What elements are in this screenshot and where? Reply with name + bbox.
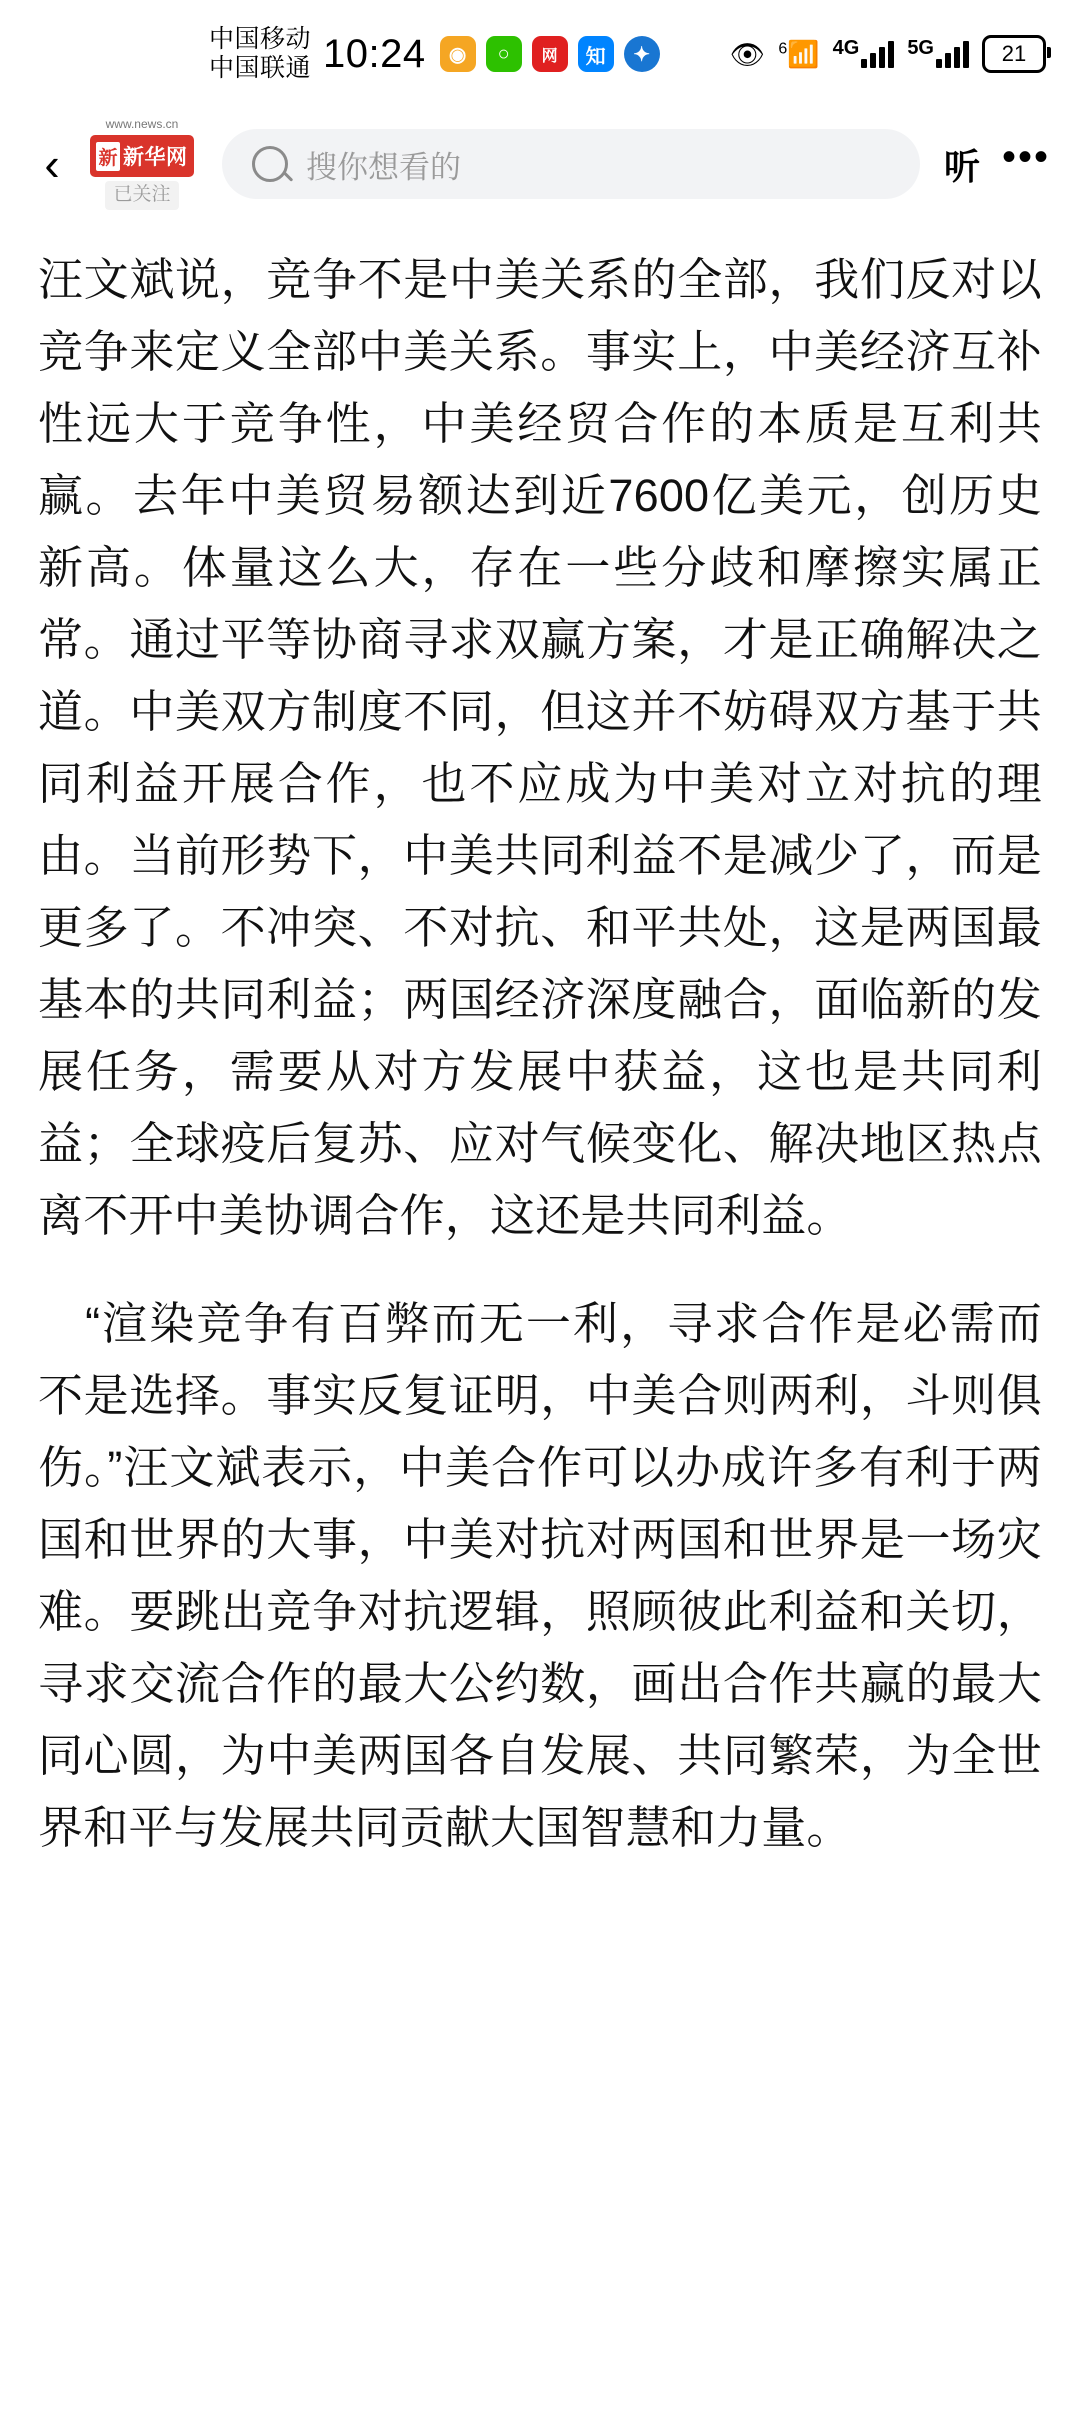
zhihu-icon: 知 — [578, 36, 614, 72]
battery-indicator: 21 — [982, 35, 1046, 73]
status-clock: 10:24 — [323, 31, 426, 76]
status-app-icons — [440, 36, 660, 72]
brand-name-label: 新华网 — [123, 146, 188, 170]
article-paragraph: “渲染竞争有百弊而无一利，寻求合作是必需而不是选择。事实反复证明，中美合则两利，斗则俱伤。”汪文斌表示，中美合作可以办成许多有利于两国和世界的大事，中美对抗对两国和世界是一场灾难。要跳出竞争对抗逻辑，照顾彼此利益和关切，寻求交流合作的最大公约数，画出合作共赢的最大同心圆，为中美两国各自发展、共同繁荣，为全世界和平与发展共同贡献大国智慧和力量。 — [38, 1298, 1042, 1853]
xinhua-logo-icon: 新 新华网 — [90, 135, 194, 177]
article-paragraph: 汪文斌说，竞争不是中美关系的全部，我们反对以竞争来定义全部中美关系。事实上，中美经济互补性远大于竞争性，中美经贸合作的本质是互利共赢。去年中美贸易额达到近7600亿美元，创历史新高。体量这么大，存在一些分歧和摩擦实属正常。通过平等协商寻求双赢方案，才是正确解决之道。中美双方制度不同，但这并不妨碍双方基于共同利益开展合作，也不应成为中美对立对抗的理由。当前形势下，中美共同利益不是减少了，而是更多了。不冲突、不对抗、和平共处，这是两国最基本的共同利益；两国经济深度融合，面临新的发展任务，需要从对方发展中获益，这也是共同利益；全球疫后复苏、应对气候变化、解决地区热点离不开中美协调合作，这还是共同利益。 — [38, 254, 1042, 1241]
publisher-brand[interactable] — [88, 118, 196, 210]
signal-4g-icon: 4G — [833, 40, 895, 68]
wechat-icon: ○ — [486, 36, 522, 72]
top-nav-bar — [0, 108, 1080, 220]
more-options-button[interactable]: ••• — [1001, 135, 1050, 179]
status-indicators — [730, 35, 1046, 73]
follow-status-badge[interactable]: 已关注 — [105, 181, 178, 210]
app-dot-icon: ✦ — [624, 36, 660, 72]
brand-url-label: www.news.cn — [105, 117, 179, 132]
eye-comfort-icon: 👁 — [729, 38, 766, 70]
listen-button[interactable]: 听 — [943, 145, 980, 187]
search-icon — [252, 146, 288, 182]
back-arrow-icon[interactable]: ‹ — [44, 138, 60, 190]
status-bar — [0, 0, 1080, 108]
search-input[interactable] — [222, 129, 920, 199]
wifi-icon: $^6$📶 — [778, 38, 820, 69]
carrier-line-2: 中国联通 — [209, 54, 312, 82]
carrier-line-1: 中国移动 — [209, 24, 312, 53]
weibo-icon: ◉ — [440, 36, 476, 72]
signal-5g-icon: 5G — [907, 40, 969, 68]
carrier-label — [209, 25, 311, 84]
article-body — [0, 220, 1080, 1864]
search-placeholder: 搜你想看的 — [306, 149, 461, 185]
netease-icon: 网 — [532, 36, 568, 72]
